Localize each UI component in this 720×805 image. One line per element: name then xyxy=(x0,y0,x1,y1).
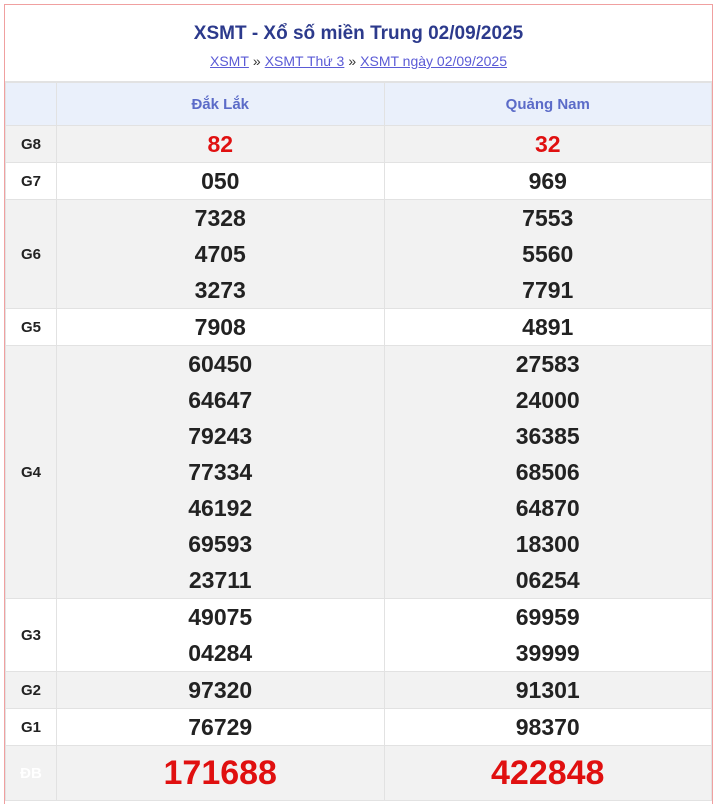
prize-number: 36385 xyxy=(515,423,580,449)
prize-cell xyxy=(57,126,385,163)
prize-number: 06254 xyxy=(515,567,580,593)
prize-number: 82 xyxy=(207,131,234,157)
province-header-dak-lak[interactable]: Đắk Lắk xyxy=(57,83,385,126)
prize-number: 97320 xyxy=(188,677,253,703)
prize-label: G8 xyxy=(6,126,57,163)
prize-number: 5560 xyxy=(522,241,574,267)
header-corner xyxy=(6,83,57,126)
table-row xyxy=(6,346,712,599)
prize-number: 32 xyxy=(534,131,561,157)
prize-number: 69593 xyxy=(188,531,253,557)
prize-label: G2 xyxy=(6,672,57,709)
prize-cell xyxy=(384,709,712,746)
table-row xyxy=(6,746,712,801)
prize-number: 68506 xyxy=(515,459,580,485)
prize-number: 04284 xyxy=(188,640,253,666)
prize-number: 050 xyxy=(201,168,240,194)
prize-number: 24000 xyxy=(515,387,580,413)
prize-number: 27583 xyxy=(515,351,580,377)
prize-cell xyxy=(384,163,712,200)
prize-number: 18300 xyxy=(515,531,580,557)
prize-number: 7328 xyxy=(194,205,246,231)
prize-label: G4 xyxy=(6,346,57,599)
table-row xyxy=(6,672,712,709)
prize-cell xyxy=(57,346,385,599)
prize-number: 4705 xyxy=(194,241,246,267)
prize-number: 7553 xyxy=(522,205,574,231)
prize-cell xyxy=(384,599,712,672)
breadcrumb-link-tuesday[interactable]: XSMT Thứ 3 xyxy=(264,53,345,69)
table-row xyxy=(6,309,712,346)
prize-cell xyxy=(384,746,712,801)
prize-label: G6 xyxy=(6,200,57,309)
table-row xyxy=(6,709,712,746)
prize-number: 79243 xyxy=(188,423,253,449)
results-panel xyxy=(4,4,713,804)
prize-number: 4891 xyxy=(522,314,574,340)
prize-number: 969 xyxy=(528,168,567,194)
prize-cell xyxy=(384,672,712,709)
prize-number: 49075 xyxy=(188,604,253,630)
prize-cell xyxy=(57,163,385,200)
breadcrumb-separator: » xyxy=(252,53,261,69)
prize-number: 7908 xyxy=(194,314,246,340)
table-row xyxy=(6,200,712,309)
prize-cell xyxy=(384,346,712,599)
prize-number: 23711 xyxy=(188,567,252,593)
breadcrumb-link-xsmt[interactable]: XSMT xyxy=(210,53,249,69)
prize-number: 60450 xyxy=(188,351,253,377)
prize-number: 91301 xyxy=(515,677,580,703)
prize-cell xyxy=(57,200,385,309)
prize-number: 422848 xyxy=(491,754,605,792)
prize-cell xyxy=(57,599,385,672)
prize-cell xyxy=(57,709,385,746)
prize-label: ĐB xyxy=(6,746,57,801)
prize-label: G3 xyxy=(6,599,57,672)
prize-number: 77334 xyxy=(188,459,253,485)
page-title: XSMT - Xổ số miền Trung 02/09/2025 xyxy=(193,23,524,44)
prize-number: 39999 xyxy=(515,640,580,666)
prize-cell xyxy=(384,126,712,163)
prize-cell xyxy=(57,746,385,801)
prize-number: 171688 xyxy=(163,754,277,792)
prize-label: G5 xyxy=(6,309,57,346)
table-row xyxy=(6,163,712,200)
prize-number: 3273 xyxy=(194,277,246,303)
results-header xyxy=(5,5,712,82)
breadcrumb-separator: » xyxy=(348,53,357,69)
prize-number: 76729 xyxy=(188,714,253,740)
prize-number: 64647 xyxy=(188,387,253,413)
prize-number: 69959 xyxy=(515,604,580,630)
table-header-row xyxy=(6,83,712,126)
prize-cell xyxy=(57,309,385,346)
prize-label: G7 xyxy=(6,163,57,200)
table-row xyxy=(6,599,712,672)
table-row xyxy=(6,126,712,163)
breadcrumb xyxy=(5,52,712,70)
prize-number: 98370 xyxy=(515,714,580,740)
prize-cell xyxy=(384,200,712,309)
prize-cell xyxy=(384,309,712,346)
prize-number: 46192 xyxy=(188,495,253,521)
prize-number: 7791 xyxy=(522,277,574,303)
breadcrumb-link-date[interactable]: XSMT ngày 02/09/2025 xyxy=(360,53,507,69)
prize-number: 64870 xyxy=(515,495,580,521)
results-table xyxy=(5,82,712,801)
province-header-quang-nam[interactable]: Quảng Nam xyxy=(384,83,712,126)
prize-label: G1 xyxy=(6,709,57,746)
prize-cell xyxy=(57,672,385,709)
